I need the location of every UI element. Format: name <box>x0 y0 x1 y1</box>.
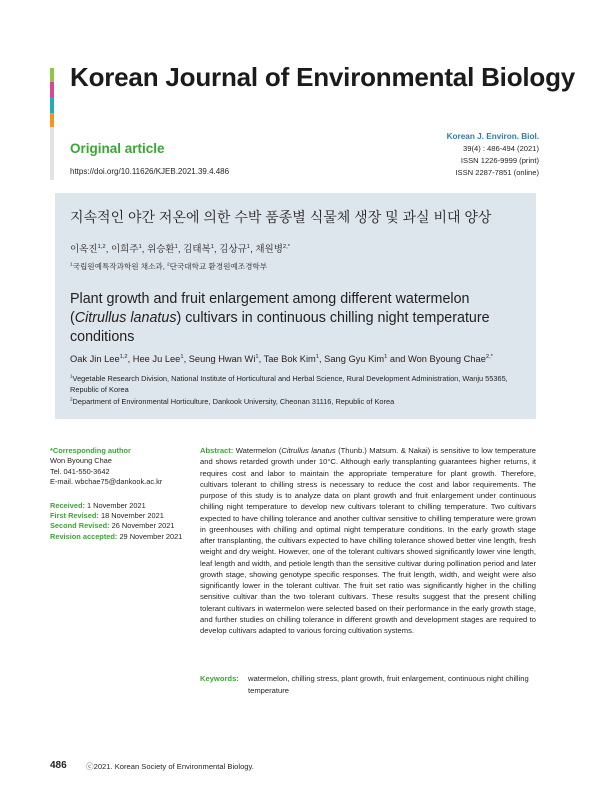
date-label: Revision accepted: <box>50 531 118 541</box>
author-ko: 채원병 <box>255 244 283 255</box>
date-value: 18 November 2021 <box>100 511 164 521</box>
second-revised-date <box>50 521 190 531</box>
author-sup: 1 <box>138 243 142 250</box>
date-value: 26 November 2021 <box>111 521 175 531</box>
corresponding-author-tel: Tel. 041-550-3642 <box>50 466 110 476</box>
date-label: Second Revised: <box>50 521 110 531</box>
affil-sup: 1 <box>70 373 73 379</box>
author-sup: 1 <box>315 353 319 360</box>
author-sep: , <box>183 354 189 364</box>
journal-abbreviation: Korean J. Environ. Biol. <box>446 132 539 141</box>
corresponding-author-label: *Corresponding author <box>50 446 131 455</box>
article-sidebar <box>50 446 190 542</box>
author-sup: 1 <box>246 243 251 250</box>
author-en: Tae Bok Kim <box>263 354 316 364</box>
author-sup: 1 <box>384 353 388 360</box>
color-bar-orange <box>50 113 54 127</box>
affil-ko-1: 국립원예특작과학원 채소과, <box>72 262 167 271</box>
author-sep: , <box>141 244 148 255</box>
title-english <box>70 290 525 347</box>
author-ko: 이희주 <box>110 244 139 255</box>
authors-english <box>70 354 493 364</box>
author-sep: , <box>127 354 133 364</box>
date-label: Received: <box>50 500 85 510</box>
affiliation-1 <box>70 373 532 395</box>
author-ko: 김태복 <box>183 244 211 255</box>
authors-korean <box>70 241 290 255</box>
citation-block <box>447 131 539 179</box>
abstract-species: Citrullus lanatus <box>281 446 336 455</box>
author-sup: 1 <box>174 243 178 250</box>
author-sep: and <box>387 354 409 364</box>
author-ko: 김상규 <box>219 244 247 255</box>
author-en: Sang Gyu Kim <box>324 354 385 364</box>
author-sup: 2,* <box>282 243 291 250</box>
affil-ko-2: 단국대학교 환경원예조경학부 <box>169 262 268 271</box>
volume-pages: 39(4) : 486-494 (2021) <box>463 144 539 153</box>
author-sep: , <box>213 244 220 255</box>
keywords-text: watermelon, chilling stress, plant growth, fruit enlargement, continuous night chilling temperature <box>248 674 529 695</box>
date-value: 1 November 2021 <box>86 500 146 510</box>
article-dates <box>50 501 190 543</box>
issn-print: ISSN 1226-9999 (print) <box>460 156 539 165</box>
author-en: Seung Hwan Wi <box>188 354 256 364</box>
affiliations-korean <box>70 261 267 272</box>
affiliations-english <box>70 373 532 408</box>
keywords-label: Keywords: <box>200 674 239 683</box>
abstract <box>200 445 536 636</box>
corresponding-author-email[interactable]: E-mail. wbchae75@dankook.ac.kr <box>50 477 163 487</box>
affil-en-text: Department of Environmental Horticulture, Dankook University, Cheonan 31116, Republic of Korea <box>72 397 395 406</box>
title-en-part: ) cultivars in continuous chilling night temperature conditions <box>70 310 490 345</box>
issn-online: ISSN 2287-7851 (online) <box>455 168 539 177</box>
page-number: 486 <box>50 760 67 771</box>
author-sup: 1,2 <box>97 243 106 250</box>
received-date <box>50 501 190 511</box>
article-type: Original article <box>70 141 165 156</box>
accepted-date <box>50 532 190 542</box>
abstract-lead: Watermelon ( <box>235 446 282 455</box>
color-bar-teal <box>50 97 54 113</box>
author-ko: 위승환 <box>147 244 175 255</box>
first-revised-date <box>50 511 190 521</box>
author-sup: 2,* <box>485 353 493 360</box>
author-ko: 이옥진 <box>70 244 98 255</box>
affil-en-text: Vegetable Research Division, National Institute of Horticultural and Herbal Science, Rural Development Administration, Wanju 55365, Republic of Korea <box>70 374 508 394</box>
color-bar-gray <box>50 127 54 180</box>
author-sup: 1 <box>180 353 184 360</box>
author-sup: 1,2 <box>119 353 128 360</box>
author-sep: , <box>177 244 184 255</box>
journal-title: Korean Journal of Environmental Biology <box>70 62 576 92</box>
author-en: Hee Ju Lee <box>132 354 181 364</box>
doi-link[interactable]: https://doi.org/10.11626/KJEB.2021.39.4.486 <box>70 167 230 176</box>
abstract-label: Abstract: <box>200 446 234 455</box>
affil-sup: 1 <box>70 261 73 267</box>
title-korean: 지속적인 야간 저온에 의한 수박 품종별 식물체 생장 및 과실 비대 양상 <box>70 209 492 225</box>
author-sep: , <box>319 354 325 364</box>
copyright: ⓒ2021. Korean Society of Environmental Biology. <box>86 762 254 771</box>
affil-sup: 2 <box>70 396 73 402</box>
affiliation-2 <box>70 396 532 407</box>
date-label: First Revised: <box>50 511 99 521</box>
author-sep: , <box>105 244 111 255</box>
affil-sup: 2 <box>166 261 170 267</box>
corresponding-author-name: Won Byoung Chae <box>50 456 112 466</box>
color-bar-green <box>50 68 54 82</box>
title-en-species: Citrullus lanatus <box>74 310 177 326</box>
title-en-part: Plant growth and fruit enlargement among different watermelon ( <box>70 291 470 326</box>
keywords <box>200 673 536 696</box>
color-bar-pink <box>50 82 54 97</box>
author-sep: , <box>258 354 264 364</box>
author-sep: , <box>250 244 256 255</box>
author-en: Won Byoung Chae <box>408 354 486 364</box>
author-en: Oak Jin Lee <box>70 354 120 364</box>
author-sup: 1 <box>255 353 259 360</box>
abstract-body: (Thunb.) Matsum. & Nakai) is sensitive to low temperature and shows retarded growth under 10°C. Although early transplanting guarantees higher returns, it requires cost and labor to maintain the appropriate temperature for plant growth. Therefore, cultivars tolerant to chilling stress is necessary to reduce the cost and labor requirements. The purpose of this study is to analyze data on plant growth and fruit enlargement under continuous chilling night temperature to develop new cultivars tolerant to chilling temperature. Two cultivars expected to have chilling tolerance and another cultivar sensitive to chilling temperature were grown in greenhouses with chilling and optimal night temperature conditions. In the early growth stage after transplanting, the cultivars expected to have chilling tolerance showed better vine length, fresh weight and dry weight. However, one of the tolerant cultivars showed significantly lower vine length, leaf length and width, and petiole length than the sensitive cultivar during pollination period and later growth stage, showing genotype specific responses. The fruit length, width, and weight were also significantly lower in the tolerant cultivar. The fruit set ratio was significantly higher in the chilling sensitive cultivar than the two tolerant cultivars. These results suggest that the present chilling tolerant cultivars in watermelon were selected based on their performance in the early growth stage, and further studies on chilling tolerance in different growth and development stages are required to develop cultivars adapted to various forcing cultivation systems. <box>200 446 536 635</box>
date-value: 29 November 2021 <box>119 531 183 541</box>
author-sup: 1 <box>210 243 214 250</box>
